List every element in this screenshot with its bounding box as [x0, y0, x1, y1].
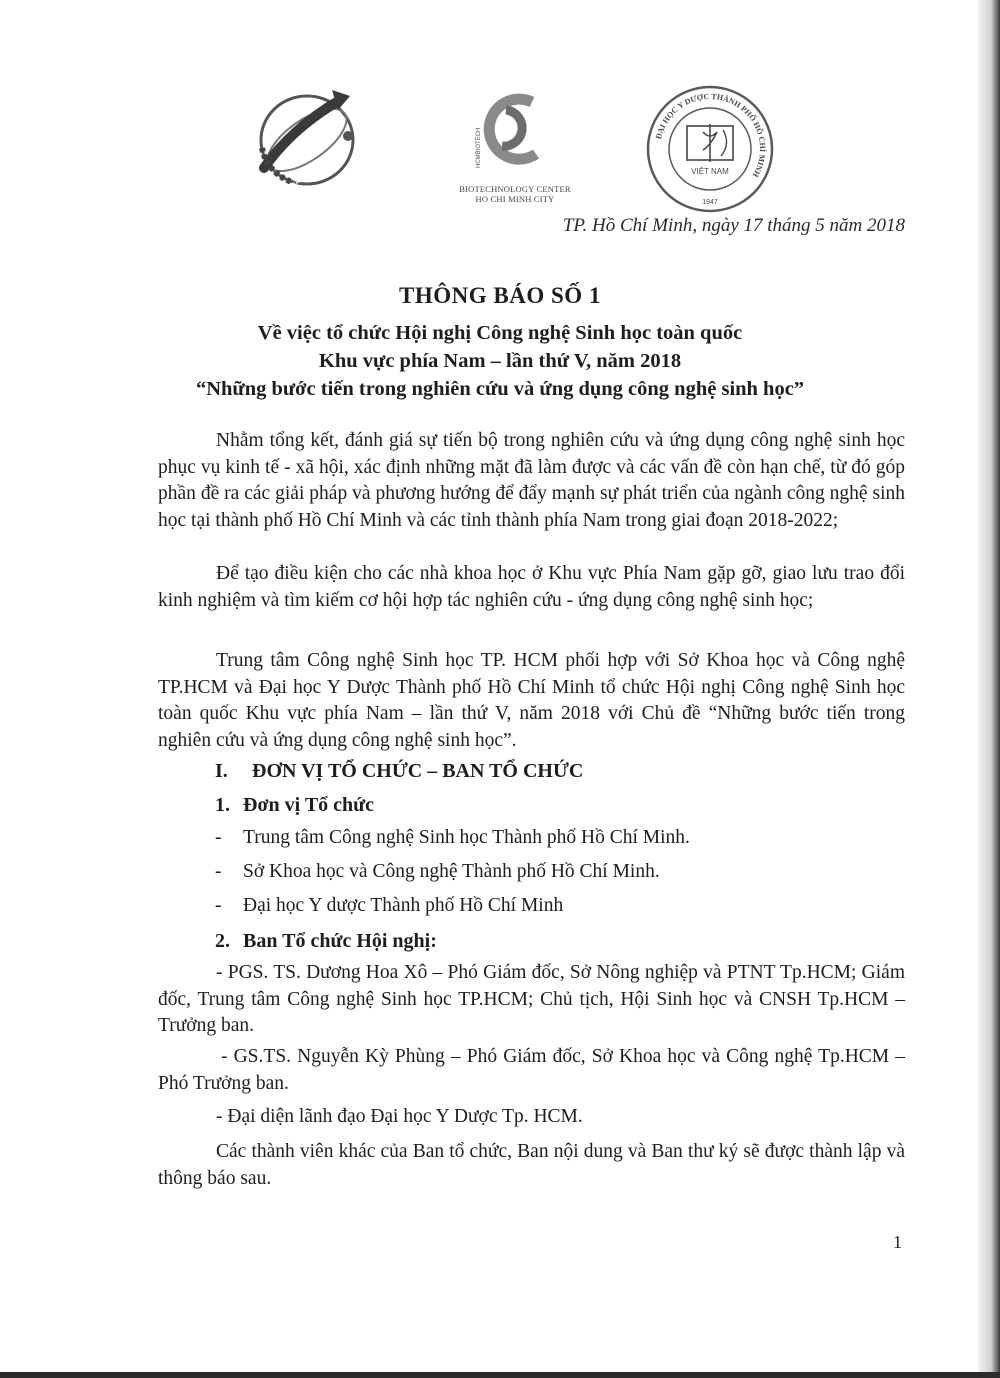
list-item: - Sở Khoa học và Công nghệ Thành phố Hồ Chí Minh.: [215, 861, 660, 882]
unit-name: Sở Khoa học và Công nghệ Thành phố Hồ Chí Minh.: [243, 861, 660, 882]
biotech-swirl-icon: [440, 88, 590, 180]
paragraph-purpose: Nhằm tổng kết, đánh giá sự tiến bộ trong nghiên cứu và ứng dụng công nghệ sinh học phục vụ kinh tế - xã hội, xác định những mặt đã làm được và các vấn đề còn hạn chế, từ đó góp phần đề ra các giải pháp và phương hướng để đẩy mạnh sự phát triển của ngành công nghệ sinh học tại thành phố Hồ Chí Minh và các tỉnh thành phía Nam trong giai đoạn 2018-2022;: [158, 430, 905, 531]
university-seal-logo: [645, 84, 775, 214]
seal-country-text: VIỆT NAM: [691, 167, 729, 176]
subtitle-line2: Khu vực phía Nam – lần thứ V, năm 2018: [318, 350, 682, 372]
biotech-side-text: HCMBIOTECH: [476, 127, 482, 168]
paragraph-organizers: Trung tâm Công nghệ Sinh học TP. HCM phối hợp với Sở Khoa học và Công nghệ TP.HCM và Đại học Y Dược Thành phố Hồ Chí Minh tổ chức Hội nghị Công nghệ Sinh học toàn quốc Khu vực phía Nam – lần thứ V, năm 2018 với Chủ đề “Những bước tiến trong nghiên cứu và ứng dụng công nghệ sinh học”.: [158, 650, 905, 751]
section-heading-organizers: [215, 760, 583, 783]
page-number: 1: [893, 1232, 902, 1252]
subtitle-line1: Về việc tổ chức Hội nghị Công nghệ Sinh học toàn quốc: [257, 322, 743, 344]
biotech-center-logo: [440, 88, 590, 210]
committee-closing-note: Các thành viên khác của Ban tổ chức, Ban nội dung và Ban thư ký sẽ được thành lập và thông báo sau.: [158, 1141, 905, 1189]
section-number: I.: [215, 760, 228, 782]
scan-edge-bottom: [0, 1372, 1000, 1378]
section-title: ĐƠN VỊ TỔ CHỨC – BAN TỔ CHỨC: [252, 760, 584, 782]
biotech-caption-line1: BIOTECHNOLOGY CENTER: [459, 184, 571, 194]
subheading-title: Ban Tổ chức Hội nghị:: [243, 930, 437, 952]
unit-name: Đại học Y dược Thành phố Hồ Chí Minh: [243, 895, 564, 916]
seal-year-text: 1947: [702, 199, 718, 206]
list-item: - Trung tâm Công nghệ Sinh học Thành phố Hồ Chí Minh.: [215, 827, 690, 848]
committee-member-deputy: - GS.TS. Nguyễn Kỳ Phùng – Phó Giám đốc, Sở Khoa học và Công nghệ Tp.HCM – Phó Trưởng ban.: [158, 1046, 905, 1094]
committee-member-representative: - Đại diện lãnh đạo Đại học Y Dược Tp. HCM.: [216, 1106, 583, 1127]
list-item: - Đại học Y dược Thành phố Hồ Chí Minh: [215, 895, 564, 916]
subheading-number: 2.: [215, 930, 230, 952]
subheading-committee: [215, 930, 437, 953]
paragraph-opportunity: Để tạo điều kiện cho các nhà khoa học ở Khu vực Phía Nam gặp gỡ, giao lưu trao đổi kinh nghiệm và tìm kiếm cơ hội hợp tác nghiên cứu - ứng dụng công nghệ sinh học;: [158, 563, 905, 611]
khcn-logo: [252, 78, 362, 203]
unit-name: Trung tâm Công nghệ Sinh học Thành phố Hồ Chí Minh.: [243, 827, 690, 848]
subheading-number: 1.: [215, 794, 230, 816]
subheading-units: [215, 794, 374, 817]
seal-ring-text: ĐẠI HỌC Y DƯỢC THÀNH PHỐ HỒ CHÍ MINH: [654, 91, 768, 179]
document-title: THÔNG BÁO SỐ 1: [399, 283, 601, 308]
dateline: TP. Hồ Chí Minh, ngày 17 tháng 5 năm 2018: [562, 215, 905, 236]
khcn-logo-text: KHOA HỌC & CÔNG NGHỆ: [283, 142, 349, 195]
logo-row: [0, 0, 1000, 215]
subtitle-line3: “Những bước tiến trong nghiên cứu và ứng dụng công nghệ sinh học”: [195, 378, 805, 400]
committee-member-head: - PGS. TS. Dương Hoa Xô – Phó Giám đốc, Sở Nông nghiệp và PTNT Tp.HCM; Giám đốc, Trung tâm Công nghệ Sinh học TP.HCM; Chủ tịch, Hội Sinh học và CNSH Tp.HCM – Trưởng ban.: [158, 962, 905, 1036]
subheading-title: Đơn vị Tổ chức: [243, 794, 375, 816]
biotech-caption-line2: HO CHI MINH CITY: [475, 194, 555, 204]
